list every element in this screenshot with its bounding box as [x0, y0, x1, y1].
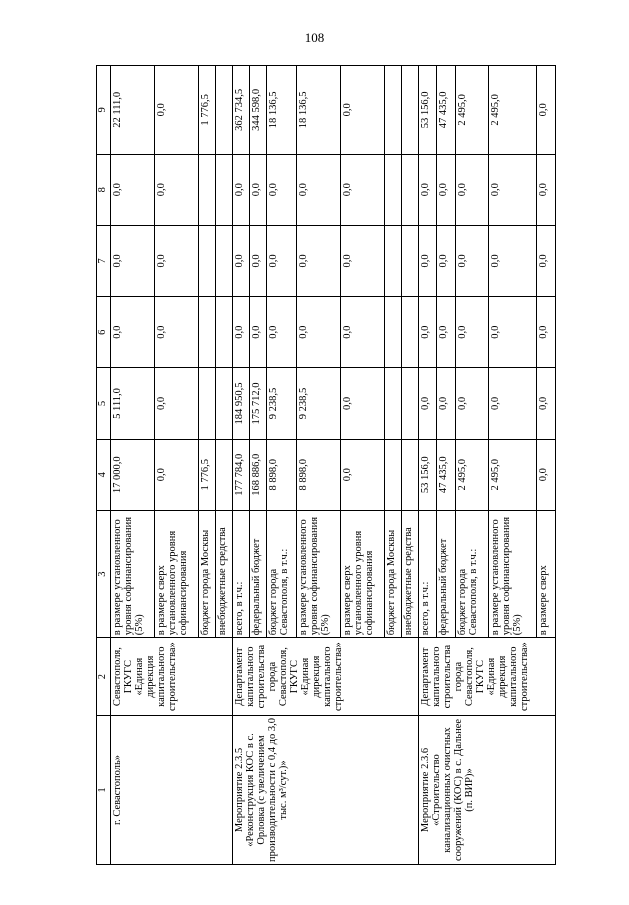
funding-source-cell: внебюджетные средства	[215, 510, 232, 637]
table-row	[418, 66, 437, 865]
col-header: 9	[97, 66, 111, 155]
value-cell: 0,0	[340, 225, 384, 296]
value-cell: 0,0	[266, 225, 296, 296]
measure-name-cell: Мероприятие 2.3.5 «Реконструкция КОС в с. Орловка (с увеличением производительности с 0,4 до 3,0 тыс. м³/сут.)»	[232, 716, 418, 865]
value-cell	[198, 225, 215, 296]
value-cell	[215, 297, 232, 368]
value-cell: 0,0	[455, 225, 488, 296]
value-cell: 22 111,0	[111, 66, 155, 155]
value-cell	[401, 154, 418, 225]
value-cell: 1 776,5	[198, 66, 215, 155]
funding-source-cell: бюджет города Севастополя, в т.ч.:	[266, 510, 296, 637]
value-cell: 0,0	[537, 225, 556, 296]
value-cell	[401, 225, 418, 296]
value-cell: 18 136,5	[266, 66, 296, 155]
funding-source-cell: всего, в т.ч.:	[418, 510, 437, 637]
value-cell: 0,0	[489, 368, 537, 439]
value-cell	[198, 154, 215, 225]
funding-source-cell: бюджет города Севастополя, в т.ч.:	[455, 510, 488, 637]
value-cell: 53 156,0	[418, 66, 437, 155]
funding-source-cell: в размере сверх	[537, 510, 556, 637]
col-header: 7	[97, 225, 111, 296]
value-cell: 0,0	[296, 297, 340, 368]
table-row	[111, 66, 155, 865]
value-cell: 344 598,0	[249, 66, 266, 155]
value-cell: 53 156,0	[418, 439, 437, 510]
value-cell: 0,0	[340, 368, 384, 439]
value-cell: 0,0	[296, 225, 340, 296]
funding-source-cell: федеральный бюджет	[437, 510, 456, 637]
value-cell: 175 712,0	[249, 368, 266, 439]
value-cell: 1 776,5	[198, 439, 215, 510]
table-row	[232, 66, 249, 865]
table-body	[111, 66, 556, 865]
col-header: 1	[97, 716, 111, 865]
value-cell: 0,0	[249, 225, 266, 296]
value-cell: 0,0	[537, 368, 556, 439]
value-cell: 0,0	[232, 297, 249, 368]
value-cell: 0,0	[455, 297, 488, 368]
value-cell: 0,0	[418, 368, 437, 439]
value-cell: 0,0	[537, 297, 556, 368]
value-cell: 18 136,5	[296, 66, 340, 155]
value-cell: 2 495,0	[489, 439, 537, 510]
value-cell: 0,0	[154, 368, 198, 439]
executor-cell: Севастополя, ГКУГС «Единая дирекция капитального строительства»	[111, 638, 233, 716]
value-cell: 0,0	[249, 154, 266, 225]
funding-source-cell: в размере сверх установленного уровня софинансирования	[154, 510, 198, 637]
funding-source-cell: в размере сверх установленного уровня софинансирования	[340, 510, 384, 637]
value-cell: 0,0	[249, 297, 266, 368]
value-cell	[384, 154, 401, 225]
value-cell	[384, 368, 401, 439]
value-cell: 0,0	[437, 368, 456, 439]
value-cell	[215, 439, 232, 510]
value-cell: 8 898,0	[266, 439, 296, 510]
value-cell: 362 734,5	[232, 66, 249, 155]
value-cell: 0,0	[340, 439, 384, 510]
value-cell: 0,0	[154, 154, 198, 225]
value-cell: 184 950,5	[232, 368, 249, 439]
value-cell: 0,0	[437, 154, 456, 225]
value-cell: 0,0	[296, 154, 340, 225]
value-cell: 47 435,0	[437, 439, 456, 510]
value-cell: 8 898,0	[296, 439, 340, 510]
value-cell: 177 784,0	[232, 439, 249, 510]
funding-source-cell: в размере установленного уровня софинансирования (5%)	[489, 510, 537, 637]
value-cell: 0,0	[537, 66, 556, 155]
value-cell	[384, 225, 401, 296]
funding-source-cell: всего, в т.ч.:	[232, 510, 249, 637]
value-cell	[401, 66, 418, 155]
measure-name-cell: Мероприятие 2.3.6 «Строительство канализационных очистных сооружений (КОС) в с. Дальнее (п. ВИР)»	[418, 716, 555, 865]
value-cell: 2 495,0	[455, 66, 488, 155]
value-cell	[384, 297, 401, 368]
col-header: 6	[97, 297, 111, 368]
value-cell	[215, 154, 232, 225]
value-cell: 2 495,0	[489, 66, 537, 155]
value-cell	[215, 66, 232, 155]
value-cell: 5 111,0	[111, 368, 155, 439]
value-cell: 0,0	[537, 439, 556, 510]
value-cell: 0,0	[418, 297, 437, 368]
value-cell	[384, 66, 401, 155]
value-cell	[215, 368, 232, 439]
value-cell: 0,0	[340, 66, 384, 155]
value-cell: 0,0	[340, 297, 384, 368]
value-cell: 0,0	[489, 154, 537, 225]
funding-source-cell: бюджет города Москвы	[384, 510, 401, 637]
value-cell: 0,0	[232, 154, 249, 225]
value-cell: 0,0	[437, 225, 456, 296]
col-header: 3	[97, 510, 111, 637]
value-cell: 0,0	[266, 154, 296, 225]
value-cell	[384, 439, 401, 510]
value-cell	[215, 225, 232, 296]
value-cell: 0,0	[418, 154, 437, 225]
col-header: 5	[97, 368, 111, 439]
executor-cell: Департамент капитального строительства города Севастополя, ГКУГС «Единая дирекция капитального строительства»	[418, 638, 555, 716]
value-cell: 0,0	[537, 154, 556, 225]
value-cell: 0,0	[455, 154, 488, 225]
funding-source-cell: федеральный бюджет	[249, 510, 266, 637]
value-cell: 17 000,0	[111, 439, 155, 510]
value-cell	[401, 368, 418, 439]
value-cell: 47 435,0	[437, 66, 456, 155]
rotated-table-wrapper	[96, 65, 556, 865]
value-cell: 0,0	[489, 297, 537, 368]
value-cell: 0,0	[111, 297, 155, 368]
col-header: 4	[97, 439, 111, 510]
value-cell: 9 238,5	[296, 368, 340, 439]
value-cell: 0,0	[455, 368, 488, 439]
funding-source-cell: в размере установленного уровня софинансирования (5%)	[296, 510, 340, 637]
value-cell: 0,0	[232, 225, 249, 296]
value-cell: 0,0	[266, 297, 296, 368]
col-header: 2	[97, 638, 111, 716]
value-cell: 9 238,5	[266, 368, 296, 439]
executor-cell: Департамент капитального строительства города Севастополя, ГКУГС «Единая дирекция капитального строительства»	[232, 638, 418, 716]
funding-source-cell: внебюджетные средства	[401, 510, 418, 637]
financing-table	[96, 65, 556, 865]
page-number: 108	[304, 30, 325, 45]
value-cell: 0,0	[154, 225, 198, 296]
value-cell: 0,0	[154, 297, 198, 368]
header-row	[97, 66, 111, 865]
value-cell: 0,0	[437, 297, 456, 368]
value-cell	[401, 297, 418, 368]
value-cell: 0,0	[418, 225, 437, 296]
value-cell: 0,0	[111, 225, 155, 296]
measure-name-cell: г. Севастополь»	[111, 716, 233, 865]
value-cell	[401, 439, 418, 510]
value-cell: 168 886,0	[249, 439, 266, 510]
funding-source-cell: в размере установленного уровня софинансирования (5%)	[111, 510, 155, 637]
value-cell: 0,0	[154, 66, 198, 155]
value-cell: 0,0	[154, 439, 198, 510]
value-cell	[198, 297, 215, 368]
value-cell	[198, 368, 215, 439]
value-cell: 0,0	[489, 225, 537, 296]
value-cell: 0,0	[111, 154, 155, 225]
value-cell: 0,0	[340, 154, 384, 225]
col-header: 8	[97, 154, 111, 225]
funding-source-cell: бюджет города Москвы	[198, 510, 215, 637]
value-cell: 2 495,0	[455, 439, 488, 510]
